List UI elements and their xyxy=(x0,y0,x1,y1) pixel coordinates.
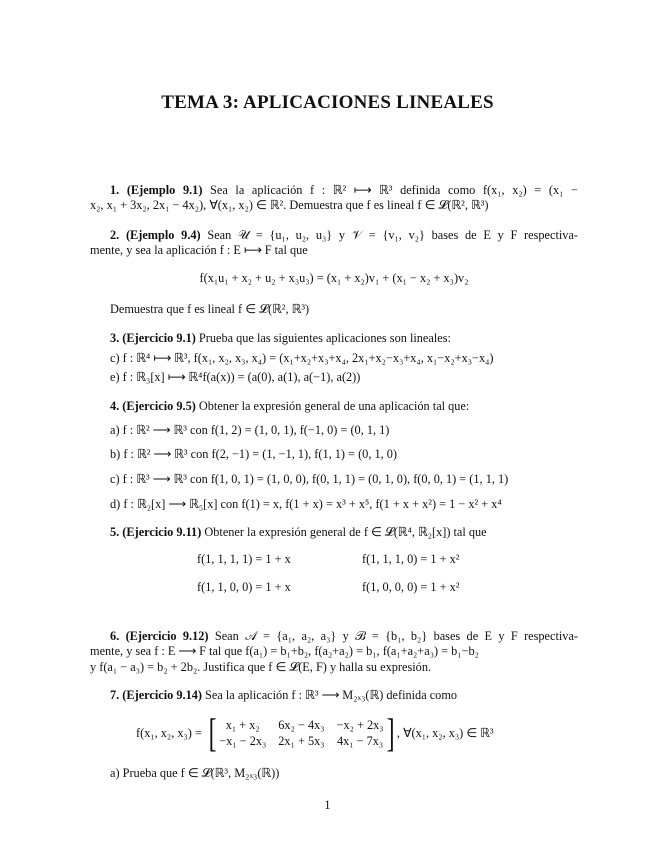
exercise-3-item-e: e) f : ℝ₃[x] ⟼ ℝ⁴f(a(x)) = (a(0), a(1), a(−1), a(2)) xyxy=(110,370,361,384)
matrix-cell-1-1: x₁ + x₂ xyxy=(225,717,260,732)
matrix-cell-2-3: 4x₁ − 7x₃ xyxy=(336,733,384,748)
exercise-2-conclusion: Demuestra que f es lineal f ∈ 𝓛(ℝ², ℝ³) xyxy=(110,302,310,316)
exercise-4-label: 4. (Ejercicio 9.5) xyxy=(110,399,196,413)
matrix-cell-1-2: 6x₂ − 4x₃ xyxy=(278,717,325,732)
exercise-4-intro xyxy=(110,399,469,414)
exercise-3-label: 3. (Ejercicio 9.1) xyxy=(110,331,196,345)
exercise-6-line-1 xyxy=(110,629,578,644)
exercise-7-matrix-formula xyxy=(136,710,494,755)
page-title: TEMA 3: APLICACIONES LINEALES xyxy=(161,92,494,113)
exercise-6-line-3: y f(a₁ − a₃) = b₂ + 2b₂. Justifica que f ∈ 𝓛(E, F) y halla su expresión. xyxy=(90,660,432,674)
exercise-7-item-a: a) Prueba que f ∈ 𝓛(ℝ³, M₂ₓ₃(ℝ)) xyxy=(110,766,280,780)
exercise-1-line-1 xyxy=(110,183,578,198)
exercise-6-line-2: mente, y sea f : E ⟶ F tal que f(a₁) = b₁+b₂, f(a₂+a₂) = b₁, f(a₁+a₂+a₃) = b₁−b₂ xyxy=(90,644,479,658)
exercise-7-intro-text: Sea la aplicación f : ℝ³ ⟶ M₂ₓ₃(ℝ) definida como xyxy=(201,688,458,702)
exercise-1-label: 1. (Ejemplo 9.1) xyxy=(110,183,203,197)
exercise-4-intro-text: Obtener la expresión general de una aplicación tal que: xyxy=(195,399,470,413)
exercise-4-item-a: a) f : ℝ² ⟶ ℝ³ con f(1, 2) = (1, 0, 1), f(−1, 0) = (0, 1, 1) xyxy=(110,423,390,437)
exercise-1-text-1: Sea la aplicación f : ℝ² ⟼ ℝ³ definida como f(x₁, x₂) = (x₁ − xyxy=(202,183,578,197)
exercise-2-line-1 xyxy=(110,228,578,243)
exercise-5-condition-1: f(1, 1, 1, 1) = 1 + x xyxy=(197,552,291,566)
exercise-2-text-1: Sean 𝒰 = {u₁, u₂, u₃} y 𝒱 = {v₁, v₂} bases de E y F respectiva- xyxy=(200,228,578,242)
matrix-cell-1-3: −x₂ + 2x₃ xyxy=(336,717,384,732)
exercise-2-label: 2. (Ejemplo 9.4) xyxy=(110,228,201,242)
exercise-5-condition-4: f(1, 0, 0, 0) = 1 + x² xyxy=(362,580,460,594)
left-bracket-icon: [ xyxy=(208,710,217,755)
page-number: 1 xyxy=(324,798,331,812)
matrix-lhs: f(x₁, x₂, x₃) = xyxy=(136,725,202,740)
exercise-3-intro-text: Prueba que las siguientes aplicaciones son lineales: xyxy=(195,331,451,345)
exercise-6-label: 6. (Ejercicio 9.12) xyxy=(110,629,209,643)
exercise-5-intro-text: Obtener la expresión general de f ∈ 𝓛(ℝ⁴, ℝ₂[x]) tal que xyxy=(201,525,487,539)
exercise-5-label: 5. (Ejercicio 9.11) xyxy=(110,525,202,539)
exercise-4-item-b: b) f : ℝ² ⟶ ℝ³ con f(2, −1) = (1, −1, 1), f(1, 1) = (0, 1, 0) xyxy=(110,447,398,461)
matrix-rhs: , ∀(x₁, x₂, x₃) ∈ ℝ³ xyxy=(396,725,494,740)
exercise-6-text-1: Sean 𝒜 = {a₁, a₂, a₃} y ℬ = {b₁, b₂} bases de E y F respectiva- xyxy=(208,629,579,643)
exercise-3-intro xyxy=(110,331,451,346)
exercise-4-item-c: c) f : ℝ³ ⟶ ℝ³ con f(1, 0, 1) = (1, 0, 0), f(0, 1, 1) = (0, 1, 0), f(0, 0, 1) = (1, 1, 1) xyxy=(110,472,509,486)
matrix-cell-2-2: 2x₁ + 5x₃ xyxy=(278,733,325,748)
exercise-4-item-d: d) f : ℝ₂[x] ⟶ ℝ₅[x] con f(1) = x, f(1 + x) = x³ + x⁵, f(1 + x + x²) = 1 − x² + x⁴ xyxy=(110,497,502,511)
matrix-body xyxy=(219,718,383,749)
exercise-5-condition-2: f(1, 1, 1, 0) = 1 + x² xyxy=(362,552,460,566)
exercise-2-line-2: mente, y sea la aplicación f : E ⟼ F tal que xyxy=(90,243,308,257)
exercise-7-label: 7. (Ejercicio 9.14) xyxy=(110,688,202,702)
exercise-3-item-c: c) f : ℝ⁴ ⟼ ℝ³, f(x₁, x₂, x₃, x₄) = (x₁+x₂+x₃+x₄, 2x₁+x₂−x₃+x₄, x₁−x₂+x₃−x₄) xyxy=(110,351,494,365)
right-bracket-icon: ] xyxy=(386,710,395,755)
matrix-cell-2-1: −x₁ − 2x₃ xyxy=(219,733,267,748)
exercise-5-intro xyxy=(110,525,487,540)
exercise-1-line-2: x₂, x₁ + 3x₂, 2x₁ − 4x₂), ∀(x₁, x₂) ∈ ℝ². Demuestra que f es lineal f ∈ 𝓛(ℝ², ℝ³) xyxy=(90,198,489,212)
exercise-7-intro xyxy=(110,688,457,703)
exercise-5-condition-3: f(1, 1, 0, 0) = 1 + x xyxy=(197,580,291,594)
exercise-2-formula: f(x₁u₁ + x₂ + u₂ + x₃u₃) = (x₁ + x₂)v₁ + (x₁ − x₂ + x₃)v₂ xyxy=(199,271,469,285)
